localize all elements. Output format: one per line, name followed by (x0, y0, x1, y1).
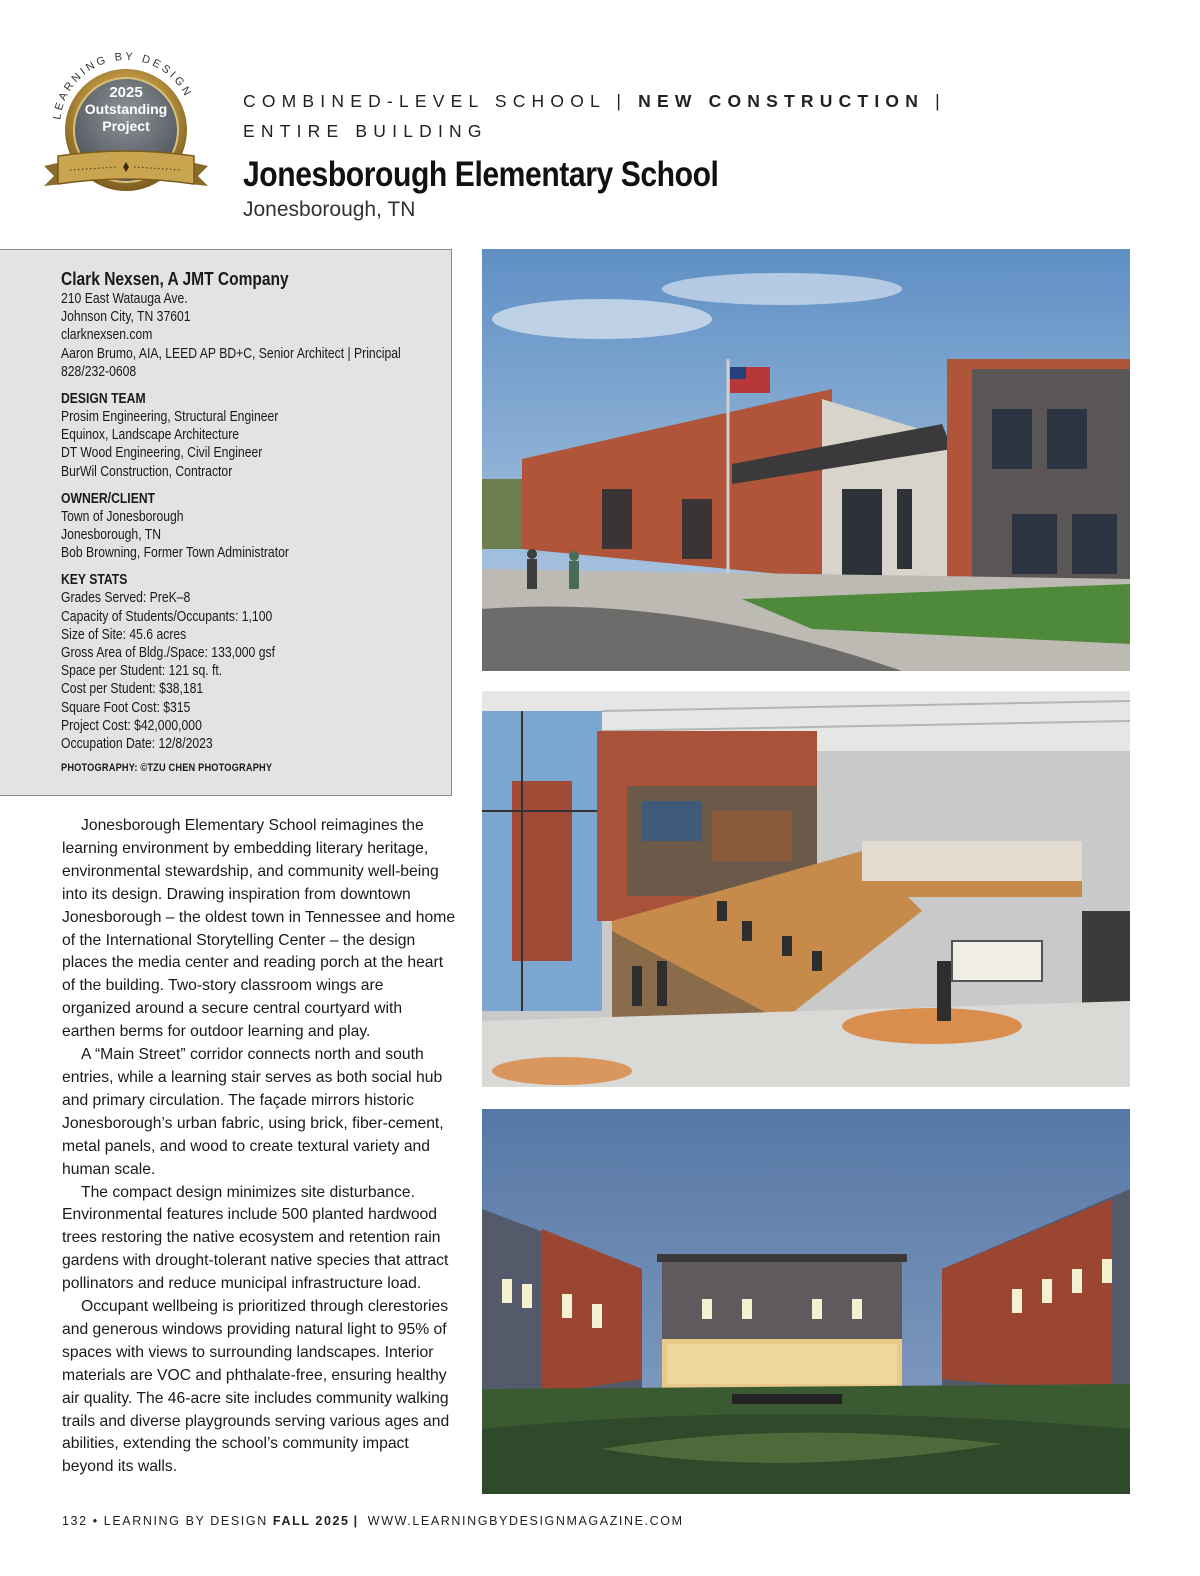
article-body (62, 815, 456, 1479)
key-stat: Cost per Student: $38,181 (61, 681, 204, 698)
key-stat: Size of Site: 45.6 acres (61, 626, 187, 643)
firm-address-2: Johnson City, TN 37601 (61, 309, 191, 326)
category-line-1 (243, 86, 1143, 116)
firm-contact: Aaron Brumo, AIA, LEED AP BD+C, Senior Architect | Principal (61, 345, 401, 362)
key-stat: Occupation Date: 12/8/2023 (61, 736, 213, 753)
page-number: 132 (62, 1514, 88, 1528)
firm-name: Clark Nexsen, A JMT Company (61, 268, 289, 289)
magazine-name: LEARNING BY DESIGN (103, 1514, 268, 1528)
page-footer (62, 1514, 684, 1528)
key-stat: Grades Served: PreK–8 (61, 590, 191, 607)
body-paragraph: The compact design minimizes site disturbance. Environmental features include 500 planted hardwood trees restoring the native ecosystem and retention rain gardens with drought-tolerant native species that attract pollinators and reduce municipal infrastructure load. (62, 1183, 449, 1293)
key-stats-heading: KEY STATS (61, 572, 128, 589)
owner-line: Bob Browning, Former Town Administrator (61, 545, 289, 562)
body-paragraph: A “Main Street” corridor connects north and south entries, while a learning stair serves as both social hub and primary circulation. The façade mirrors historic Jonesborough’s urban fabric, using brick, fiber-cement, metal panels, and wood to create textural variety and human scale. (62, 1046, 444, 1178)
badge-line2: Project (102, 118, 150, 134)
photo-credit: PHOTOGRAPHY: ©TZU CHEN PHOTOGRAPHY (61, 762, 273, 775)
footer-bullet: • (92, 1514, 99, 1528)
category-type: NEW CONSTRUCTION (638, 91, 925, 111)
article-header (243, 86, 1143, 222)
interior-learning-stair-photo (482, 691, 1130, 1087)
footer-separator: | (353, 1514, 359, 1528)
body-paragraph: Jonesborough Elementary School reimagines the learning environment by embedding literary heritage, environmental stewardship, and community well-being into its design. Drawing inspiration from downtown Jonesborough – the oldest town in Tennessee and home of the International Storytelling Center – the design places the media center and reading porch at the heart of the building. Two-story classroom wings are organized around a secure central courtyard with earthen berms for outdoor learning and play. (62, 817, 456, 1041)
category-separator: | (924, 91, 946, 111)
firm-website: clarknexsen.com (61, 327, 153, 344)
key-stat: Space per Student: 121 sq. ft. (61, 663, 223, 680)
project-info-box (0, 249, 452, 796)
badge-line1: Outstanding (84, 101, 168, 117)
magazine-url: WWW.LEARNINGBYDESIGNMAGAZINE.COM (367, 1514, 684, 1528)
design-team-member: DT Wood Engineering, Civil Engineer (61, 445, 263, 462)
firm-address-1: 210 East Watauga Ave. (61, 291, 188, 307)
design-team-member: BurWil Construction, Contractor (61, 463, 233, 480)
exterior-entrance-photo (482, 249, 1130, 671)
category-level: COMBINED-LEVEL SCHOOL | (243, 91, 639, 111)
owner-line: Jonesborough, TN (61, 527, 161, 544)
owner-line: Town of Jonesborough (61, 508, 184, 525)
issue-label: FALL 2025 (272, 1514, 350, 1528)
key-stat: Project Cost: $42,000,000 (61, 717, 202, 734)
body-paragraph: Occupant wellbeing is prioritized through clerestories and generous windows providing natural light to 95% of spaces with views to surrounding landscapes. Interior materials are VOC and phthalate-free, ensuring healthy air quality. The 46-acre site includes community walking trails and diverse playgrounds serving various ages and abilities, extending the school’s community impact beyond its walls. (62, 1298, 450, 1476)
page-title: Jonesborough Elementary School (243, 155, 719, 194)
badge-year: 2025 (109, 84, 143, 101)
design-team-member: Prosim Engineering, Structural Engineer (61, 409, 279, 426)
project-location: Jonesborough, TN (243, 198, 416, 221)
badge-arc-text: LEARNING BY DESIGN (51, 50, 195, 121)
key-stat: Gross Area of Bldg./Space: 133,000 gsf (61, 645, 275, 662)
design-team-heading: DESIGN TEAM (61, 391, 146, 408)
courtyard-dusk-photo (482, 1109, 1130, 1494)
firm-phone: 828/232-0608 (61, 363, 137, 380)
key-stat: Square Foot Cost: $315 (61, 699, 191, 716)
award-badge (40, 34, 212, 206)
category-line-2: ENTIRE BUILDING (243, 121, 488, 141)
award-badge-graphic (40, 34, 212, 206)
owner-heading: OWNER/CLIENT (61, 490, 156, 507)
key-stat: Capacity of Students/Occupants: 1,100 (61, 608, 273, 625)
design-team-member: Equinox, Landscape Architecture (61, 427, 240, 444)
